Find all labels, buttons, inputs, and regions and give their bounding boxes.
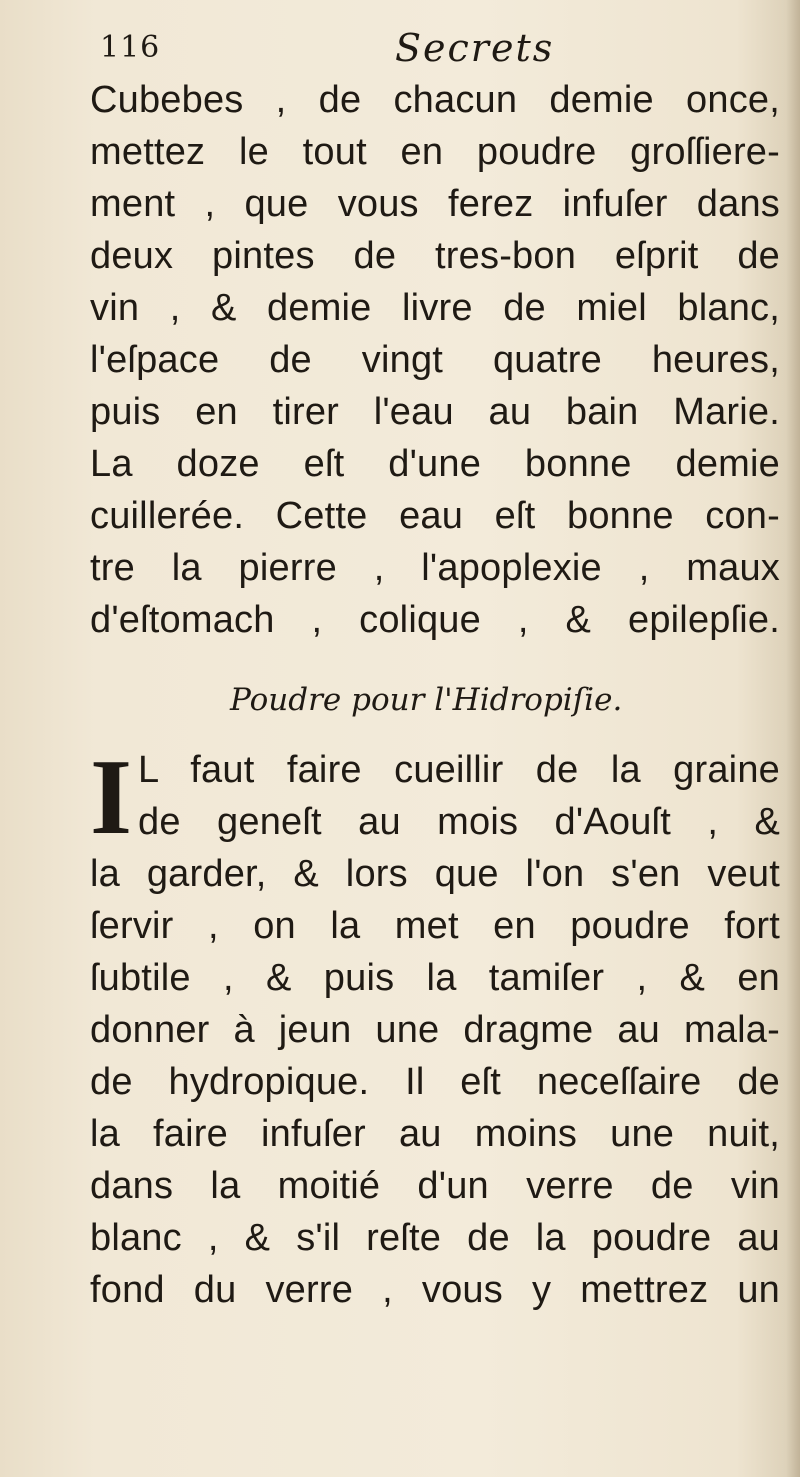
text-line: de geneſt au mois d'Aouſt , & (138, 801, 780, 843)
text-line: d'eſtomach , colique , & epilepſie. (90, 599, 780, 641)
page-header (100, 26, 700, 80)
text-line: ſervir , on la met en poudre fort (90, 905, 780, 947)
page-number: 116 (100, 30, 161, 65)
text-line: puis en tirer l'eau au bain Marie. (90, 391, 780, 433)
text-line: fond du verre , vous y mettrez un (90, 1269, 780, 1311)
text-line: tre la pierre , l'apoplexie , maux (90, 547, 780, 589)
text-line: dans la moitié d'un verre de vin (90, 1165, 780, 1207)
text-line: la faire infuſer au moins une nuit, (90, 1113, 780, 1155)
text-line: donner à jeun une dragme au mala- (90, 1009, 780, 1051)
text-line: cuillerée. Cette eau eſt bonne con- (90, 495, 780, 537)
running-head: Secrets (395, 26, 555, 70)
text-line: la garder, & lors que l'on s'en veut (90, 853, 780, 895)
paragraph-1 (90, 74, 780, 646)
text-line: Cubebes , de chacun demie once, (90, 79, 780, 121)
text-line: de hydropique. Il eſt neceſſaire de (90, 1061, 780, 1103)
paragraph-2 (90, 738, 780, 1316)
text-line: blanc , & s'il reſte de la poudre au (90, 1217, 780, 1259)
text-line: La doze eſt d'une bonne demie (90, 443, 780, 485)
drop-cap: I (90, 738, 133, 857)
page-edge-shadow (786, 0, 800, 1477)
text-line: L faut faire cueillir de la graine (138, 749, 780, 791)
text-line: l'eſpace de vingt quatre heures, (90, 339, 780, 381)
text-line: mettez le tout en poudre groſſiere- (90, 131, 780, 173)
text-line: ſubtile , & puis la tamiſer , & en (90, 957, 780, 999)
text-line: deux pintes de tres-bon eſprit de (90, 235, 780, 277)
text-line: vin , & demie livre de miel blanc, (90, 287, 780, 329)
text-line: ment , que vous ferez infuſer dans (90, 183, 780, 225)
section-heading: Poudre pour l'Hidropiſie. (230, 682, 623, 718)
